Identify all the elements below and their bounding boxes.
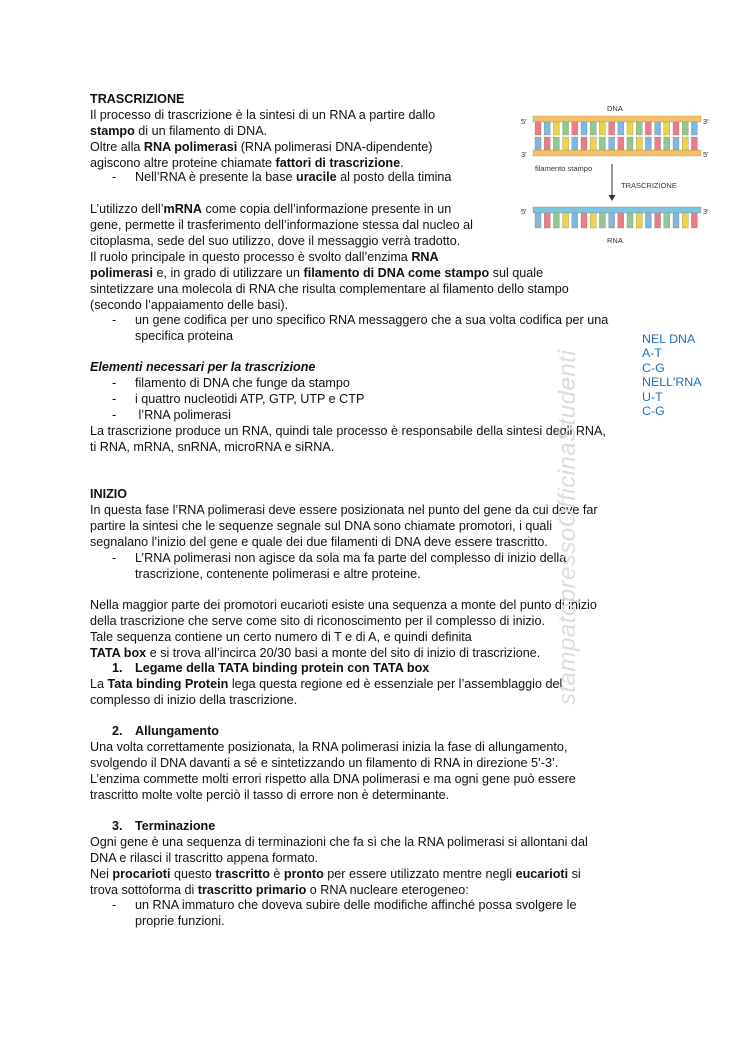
- side-note-line5: U-T: [642, 390, 663, 404]
- dna-base-top: [544, 122, 550, 135]
- step3-line3: [90, 867, 581, 883]
- dna-base-top: [655, 122, 661, 135]
- text-run: (RNA polimerasi DNA-dipendente): [237, 140, 433, 154]
- page-title: TRASCRIZIONE: [90, 92, 185, 106]
- dna-base-bottom: [673, 137, 679, 150]
- inizio-heading: INIZIO: [90, 487, 128, 501]
- dna-base-top: [572, 122, 578, 135]
- figure-label-5prime-bottom: 5′: [703, 150, 709, 159]
- dna-base-bottom: [618, 137, 624, 150]
- intro-line2: [90, 124, 267, 140]
- dna-base-bottom: [544, 137, 550, 150]
- text-run: (secondo l’appaiamento delle basi).: [90, 298, 289, 312]
- text-run: complesso di inizio della trascrizione.: [90, 693, 298, 707]
- rna-types-line1: La trascrizione produce un RNA, quindi tale processo è responsabile della sintesi degli RNA,: [90, 424, 606, 438]
- text-run: trova sottoforma di: [90, 883, 198, 897]
- text-run: della trascrizione che serve come sito di riconoscimento per il complesso di inizio.: [90, 614, 545, 628]
- bullet-dash: -: [112, 392, 117, 406]
- side-note-line1: NEL DNA: [642, 332, 696, 346]
- rna-base: [553, 213, 559, 228]
- bullet-gene-line1: un gene codifica per uno specifico RNA messaggero che a sua volta codifica per una: [135, 313, 609, 327]
- rna-base: [645, 213, 651, 228]
- dna-base-bottom: [553, 137, 559, 150]
- bold-run: TATA box: [90, 646, 147, 660]
- text-run: sul quale: [489, 266, 544, 280]
- rna-base: [655, 213, 661, 228]
- text-run: per essere utilizzato mentre negli: [323, 867, 516, 881]
- dna-base-bottom: [535, 137, 541, 150]
- inizio-line3: segnalano l’inizio del gene e quale dei due filamenti di DNA deve essere trascritto.: [90, 535, 548, 549]
- text-run: come copia dell’informazione presente in un: [202, 202, 452, 216]
- element-item-2: i quattro nucleotidi ATP, GTP, UTP e CTP: [135, 392, 365, 406]
- rna-base: [609, 213, 615, 228]
- text-run: La: [90, 677, 108, 691]
- step3-title: Terminazione: [135, 819, 216, 833]
- bold-run: RNA polimerasi: [143, 140, 238, 154]
- dna-backbone-top: [533, 116, 701, 122]
- text-run: gene, permette il trasferimento dell’informazione stessa dal nucleo al: [90, 218, 473, 232]
- side-note-line4: NELL'RNA: [642, 375, 702, 389]
- text-run: .: [400, 156, 404, 170]
- dna-base-bottom: [682, 137, 688, 150]
- rna-base: [627, 213, 633, 228]
- dna-base-bottom: [599, 137, 605, 150]
- text-run: Tale sequenza contiene un certo numero di T e di A, e quindi definita: [90, 630, 472, 644]
- bullet-uracile: [135, 170, 451, 186]
- bullet-dash: -: [112, 170, 117, 184]
- step2-line2: svolgendo il DNA davanti a sé e sintetizzando un filamento di RNA in direzione 5’-3’.: [90, 756, 559, 770]
- step3-line4: [90, 883, 469, 899]
- mrna-line3: [90, 234, 460, 250]
- dna-base-bottom: [572, 137, 578, 150]
- rna-strand: [533, 207, 701, 228]
- dna-base-bottom: [664, 137, 670, 150]
- bold-run: trascritto: [215, 867, 270, 881]
- step3-bullet-line2: proprie funzioni.: [135, 914, 225, 928]
- bold-run: procarioti: [112, 867, 171, 881]
- side-note-line2: A-T: [642, 346, 662, 360]
- text-run: Oltre alla: [90, 140, 144, 154]
- step3-bullet-line1: un RNA immaturo che doveva subire delle modifiche affinché possa svolgere le: [135, 898, 577, 912]
- transcription-figure: [515, 100, 715, 250]
- rna-base: [664, 213, 670, 228]
- dna-backbone-bottom: [533, 150, 701, 156]
- dna-base-bottom: [609, 137, 615, 150]
- step1-line2: [90, 693, 297, 709]
- dna-base-top: [645, 122, 651, 135]
- bold-run: stampo: [90, 124, 135, 138]
- bold-run: polimerasi: [90, 266, 153, 280]
- elements-heading: Elementi necessari per la trascrizione: [90, 360, 316, 374]
- bullet-dash: -: [112, 408, 117, 422]
- step2-number: 2.: [112, 724, 123, 738]
- dna-base-top: [682, 122, 688, 135]
- bold-run: eucarioti: [515, 867, 569, 881]
- rna-base: [673, 213, 679, 228]
- text-run: Nell’RNA è presente la base: [135, 170, 297, 184]
- element-item-3: l’RNA polimerasi: [135, 408, 231, 422]
- text-run: sintetizzare una molecola di RNA che risulta complementare al filamento dello stampo: [90, 282, 569, 296]
- side-note-line6: C-G: [642, 404, 665, 418]
- dna-base-top: [691, 122, 697, 135]
- intro-line3: [90, 140, 433, 156]
- rna-backbone: [533, 207, 701, 213]
- inizio-bullet-line2: trascrizione, contenente polimerasi e altre proteine.: [135, 567, 421, 581]
- mrna-line6: [90, 282, 569, 298]
- dna-base-top: [664, 122, 670, 135]
- figure-transcription-label: TRASCRIZIONE: [621, 181, 677, 190]
- step3-number: 3.: [112, 819, 123, 833]
- text-run: Nella maggior parte dei promotori eucarioti esiste una sequenza a monte del punto di inizio: [90, 598, 597, 612]
- inizio-bullet-line1: L’RNA polimerasi non agisce da sola ma fa parte del complesso di inizio della: [135, 551, 567, 565]
- figure-arrow-head: [609, 195, 616, 201]
- promoter-line1: [90, 598, 597, 614]
- text-run: questo: [170, 867, 216, 881]
- step2-line1: Una volta correttamente posizionata, la RNA polimerasi inizia la fase di allungamento,: [90, 740, 568, 754]
- watermark: stampatopressoOfficinaStudenti: [554, 349, 581, 705]
- figure-label-3prime-bottom: 3′: [521, 150, 527, 159]
- rna-base: [599, 213, 605, 228]
- figure-dna-label: DNA: [607, 104, 623, 113]
- inizio-line2: partire la sintesi che le sequenze segnale sul DNA sono chiamate promotori, i quali: [90, 519, 553, 533]
- text-run: Il ruolo principale in questo processo è svolto dall’enzima: [90, 250, 412, 264]
- dna-base-top: [581, 122, 587, 135]
- step1-line1: [90, 677, 562, 693]
- text-run: o RNA nucleare eterogeneo:: [306, 883, 469, 897]
- dna-base-bottom: [636, 137, 642, 150]
- rna-base: [636, 213, 642, 228]
- bold-run: RNA: [411, 250, 439, 264]
- text-run: Nei: [90, 867, 113, 881]
- element-item-1: filamento di DNA che funge da stampo: [135, 376, 350, 390]
- text-run: si: [568, 867, 581, 881]
- dna-base-top: [673, 122, 679, 135]
- bullet-dash: -: [112, 376, 117, 390]
- dna-double-helix: [533, 116, 701, 156]
- dna-base-bottom: [590, 137, 596, 150]
- dna-base-top: [636, 122, 642, 135]
- rna-base: [691, 213, 697, 228]
- text-run: è: [269, 867, 284, 881]
- inizio-line1: In questa fase l’RNA polimerasi deve essere posizionata nel punto del gene da cui deve far: [90, 503, 598, 517]
- side-note-line3: C-G: [642, 361, 665, 375]
- text-run: DNA e rilasci il trascritto appena formato.: [90, 851, 319, 865]
- intro-line1: [90, 108, 435, 124]
- mrna-line1: [90, 202, 451, 218]
- mrna-line5: [90, 266, 543, 282]
- figure-label-3prime-rna: 3′: [703, 207, 709, 216]
- step1-number: 1.: [112, 661, 123, 675]
- text-run: lega questa regione ed è essenziale per l’assemblaggio del: [228, 677, 563, 691]
- bold-run: mRNA: [163, 202, 202, 216]
- figure-rna-label: RNA: [607, 236, 623, 245]
- step2-title: Allungamento: [135, 724, 219, 738]
- rna-base: [563, 213, 569, 228]
- step3-line2: [90, 851, 318, 867]
- bold-run: pronto: [283, 867, 324, 881]
- mrna-line7: [90, 298, 288, 314]
- dna-base-top: [563, 122, 569, 135]
- bullet-dash: -: [112, 551, 117, 565]
- text-run: Ogni gene è una sequenza di terminazioni che fa sì che la RNA polimerasi si allontani dal: [90, 835, 588, 849]
- text-run: Il processo di trascrizione è la sintesi di un RNA a partire dallo: [90, 108, 436, 122]
- bold-run: filamento di DNA come stampo: [303, 266, 490, 280]
- step1-title: Legame della TATA binding protein con TATA box: [135, 661, 430, 675]
- text-run: L’utilizzo dell’: [90, 202, 164, 216]
- bullet-dash: -: [112, 898, 117, 912]
- rna-base: [572, 213, 578, 228]
- figure-label-5prime-top: 5′: [521, 117, 527, 126]
- dna-base-bottom: [645, 137, 651, 150]
- mrna-line4: [90, 250, 439, 266]
- step2-line4: trascritto molte volte perciò il tasso di errore non è determinante.: [90, 788, 450, 802]
- step3-line1: [90, 835, 588, 851]
- bullet-gene-line2: specifica proteina: [135, 329, 234, 343]
- rna-base: [590, 213, 596, 228]
- dna-base-bottom: [563, 137, 569, 150]
- mrna-line2: [90, 218, 473, 234]
- text-run: e si trova all’incirca 20/30 basi a monte del sito di inizio di trascrizione.: [146, 646, 541, 660]
- rna-base: [535, 213, 541, 228]
- promoter-line4: [90, 646, 540, 662]
- step2-line3: L’enzima commette molti errori rispetto alla DNA polimerasi e ma ogni gene può essere: [90, 772, 576, 786]
- figure-template-label: filamento stampo: [535, 164, 593, 173]
- dna-base-top: [590, 122, 596, 135]
- rna-base: [544, 213, 550, 228]
- text-run: al posto della timina: [336, 170, 452, 184]
- promoter-line2: [90, 614, 545, 630]
- rna-base: [682, 213, 688, 228]
- bold-run: uracile: [296, 170, 337, 184]
- dna-base-top: [535, 122, 541, 135]
- dna-base-top: [618, 122, 624, 135]
- dna-base-bottom: [581, 137, 587, 150]
- figure-label-5prime-rna: 5′: [521, 207, 527, 216]
- dna-base-bottom: [627, 137, 633, 150]
- text-run: e, in grado di utilizzare un: [153, 266, 304, 280]
- dna-base-bottom: [691, 137, 697, 150]
- text-run: di un filamento di DNA.: [134, 124, 268, 138]
- text-run: agiscono altre proteine chiamate: [90, 156, 276, 170]
- figure-label-3prime-top: 3′: [703, 117, 709, 126]
- text-run: citoplasma, sede del suo utilizzo, dove il messaggio verrà tradotto.: [90, 234, 461, 248]
- bold-run: trascritto primario: [197, 883, 307, 897]
- dna-base-top: [627, 122, 633, 135]
- bold-run: fattori di trascrizione: [275, 156, 401, 170]
- dna-base-top: [609, 122, 615, 135]
- promoter-line3: [90, 630, 472, 646]
- rna-base: [581, 213, 587, 228]
- bold-run: Tata binding Protein: [107, 677, 229, 691]
- dna-base-bottom: [655, 137, 661, 150]
- rna-types-line2: ti RNA, mRNA, snRNA, microRNA e siRNA.: [90, 440, 335, 454]
- rna-base: [618, 213, 624, 228]
- dna-base-top: [599, 122, 605, 135]
- dna-base-top: [553, 122, 559, 135]
- bullet-dash: -: [112, 313, 117, 327]
